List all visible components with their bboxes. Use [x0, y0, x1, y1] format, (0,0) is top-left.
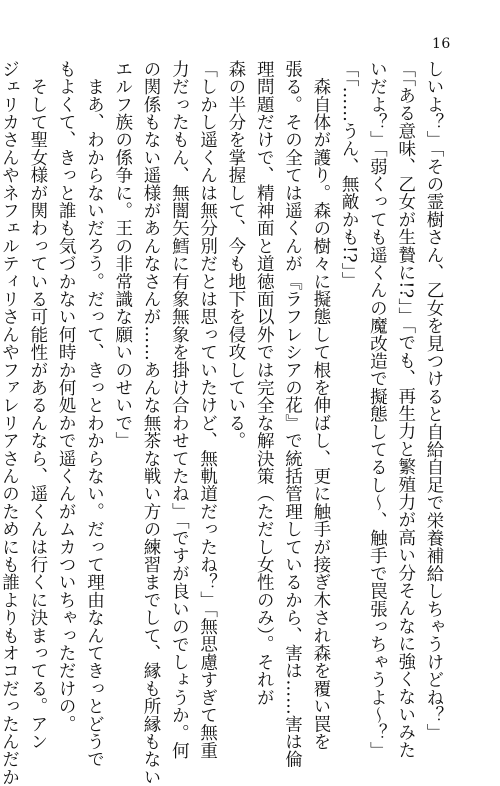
text-line: 張る。その全ては遥くんが『ラフレシアの花』で統括管理しているから、害は……害は倫 — [282, 60, 303, 768]
text-line: の関係もない遥様があんなさんが……あんな無茶な戦い方の練習までして、縁も所縁もない — [141, 60, 162, 786]
page-number: 16 — [432, 36, 451, 52]
novel-text — [0, 60, 448, 786]
text-line: 「「……うん、無敵かも!?」」 — [339, 60, 360, 290]
text-line: そして聖女様が関わっている可能性があるんなら、遥くんは行くに決まってる。アン — [27, 60, 48, 751]
text-line: ジェリカさんやネフェルティリさんやファレリアさんのためにも誰よりもオコだったんだか — [0, 60, 20, 786]
text-line: 「しかし遥くんは無分別だとは思っていたけど、無軌道だったね？」「無思慮すぎて無重 — [197, 60, 218, 760]
text-line: エルフ族の係争に。王の非常識な願いのせいで」 — [112, 60, 133, 450]
text-line: いだよ？」「弱くっても遥くんの魔改造で擬態してるし〜、触手で罠張っちゃうよ〜？」 — [367, 60, 388, 760]
text-line: もよくて、きっと誰も気づかない何時か何処かで遥くんがムカついちゃっただけの。 — [56, 60, 77, 733]
text-line: 力だったもん、無闇矢鱈に有象無象を掛け合わせてたね」「ですが良いのでしょうか。何 — [169, 60, 190, 760]
text-line: まあ、わからないだろう。だって、きっとわからない。だって理由なんてきっとどうで — [84, 60, 105, 768]
text-line: 「「ある意味、乙女が生贄に!?」」「でも、再生力と繁殖力が高い分そんなに強くないみた — [395, 60, 416, 759]
text-line: 理問題だけで、精神面と道徳面以外では完全な解決策（ただし女性のみ）。それが — [254, 60, 275, 707]
text-line: 森自体が護り。森の樹々に擬態して根を伸ばし、更に触手が接ぎ木され森を覆い罠を — [310, 60, 331, 751]
text-line: しいよ？」「その霊樹さん、乙女を見つけると自給自足で栄養補給しちゃうけどね？」 — [424, 60, 444, 742]
text-line: 森の半分を掌握して、今も地下を侵攻している。 — [225, 60, 246, 450]
